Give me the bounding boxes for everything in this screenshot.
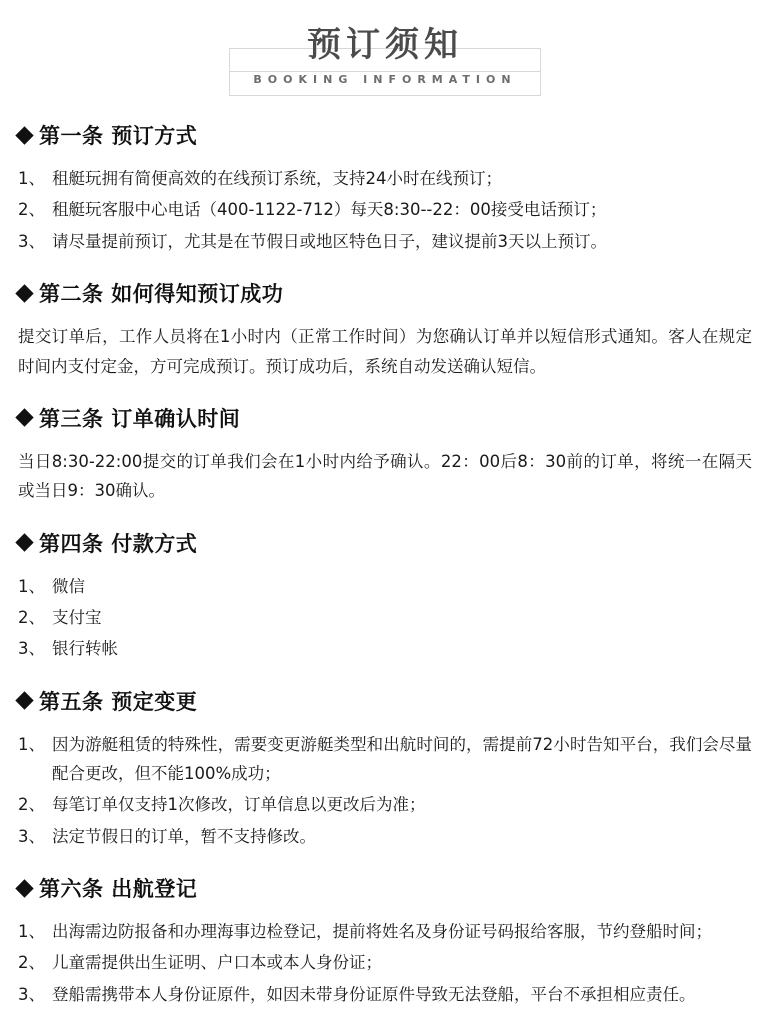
section-heading <box>18 120 752 150</box>
list-item-text: 租艇玩客服中心电话（400-1122-712）每天8:30--22：00接受电话预订； <box>52 200 607 220</box>
header-decorative-line <box>229 71 540 72</box>
section-list <box>18 730 752 851</box>
section <box>14 873 756 1009</box>
list-item <box>18 634 752 663</box>
list-item-text: 出海需边防报备和办理海事边检登记，提前将姓名及身份证号码报给客服，节约登船时间； <box>52 922 712 942</box>
section-heading-text: 第三条 订单确认时间 <box>39 406 241 431</box>
list-item <box>18 603 752 632</box>
list-item-number: 2、 <box>18 953 45 973</box>
list-item-text: 法定节假日的订单，暂不支持修改。 <box>52 826 316 846</box>
section-heading <box>18 528 752 558</box>
section-heading-text: 第一条 预订方式 <box>39 124 198 149</box>
list-item <box>18 572 752 601</box>
list-item <box>18 227 752 256</box>
section-list <box>18 572 752 664</box>
list-item <box>18 917 752 946</box>
list-item-text: 每笔订单仅支持1次修改，订单信息以更改后为准； <box>52 795 426 815</box>
page-subtitle: BOOKING INFORMATION <box>243 73 526 86</box>
page-header <box>14 18 756 98</box>
section-heading <box>18 278 752 308</box>
section-paragraph: 提交订单后，工作人员将在1小时内（正常工作时间）为您确认订单并以短信形式通知。客人在规定时间内支付定金，方可完成预订。预订成功后，系统自动发送确认短信。 <box>18 327 752 376</box>
list-item <box>18 980 752 1009</box>
section-heading-text: 第四条 付款方式 <box>39 531 198 556</box>
section-heading-text: 第六条 出航登记 <box>39 877 198 902</box>
section-paragraph: 当日8:30-22:00提交的订单我们会在1小时内给予确认。22：00后8：30前的订单，将统一在隔天或当日9：30确认。 <box>18 451 752 501</box>
list-item-text: 微信 <box>52 576 85 596</box>
list-item <box>18 195 752 224</box>
section-heading <box>18 873 752 903</box>
section <box>14 528 756 664</box>
list-item-text: 因为游艇租赁的特殊性，需要变更游艇类型和出航时间的，需提前72小时告知平台，我们会尽量配合更改，但不能100%成功； <box>52 734 752 784</box>
header-inner <box>229 26 540 88</box>
section-list <box>18 164 752 256</box>
diamond-icon <box>15 533 33 551</box>
sections-container <box>14 120 756 1009</box>
section-list <box>18 917 752 1009</box>
list-item-number: 1、 <box>18 576 45 596</box>
list-item-text: 儿童需提供出生证明、户口本或本人身份证； <box>52 953 382 973</box>
diamond-icon <box>15 126 33 144</box>
section <box>14 403 756 506</box>
list-item-text: 支付宝 <box>52 607 102 627</box>
list-item-number: 3、 <box>18 639 45 659</box>
section-heading <box>18 686 752 716</box>
list-item <box>18 730 752 789</box>
list-item-number: 1、 <box>18 734 45 754</box>
list-item <box>18 164 752 193</box>
section <box>14 686 756 851</box>
list-item-text: 请尽量提前预订，尤其是在节假日或地区特色日子，建议提前3天以上预订。 <box>52 231 607 251</box>
diamond-icon <box>15 409 33 427</box>
list-item-number: 2、 <box>18 200 45 220</box>
section-heading <box>18 403 752 433</box>
section <box>14 120 756 256</box>
list-item-text: 登船需携带本人身份证原件，如因未带身份证原件导致无法登船，平台不承担相应责任。 <box>52 984 696 1004</box>
list-item <box>18 822 752 851</box>
diamond-icon <box>15 284 33 302</box>
list-item-number: 2、 <box>18 795 45 815</box>
list-item-text: 租艇玩拥有简便高效的在线预订系统，支持24小时在线预订； <box>52 169 502 189</box>
list-item-number: 3、 <box>18 231 45 251</box>
list-item-number: 3、 <box>18 984 45 1004</box>
section <box>14 278 756 381</box>
diamond-icon <box>15 691 33 709</box>
list-item-text: 银行转帐 <box>52 639 118 659</box>
page-title: 预订须知 <box>306 25 463 65</box>
list-item <box>18 790 752 819</box>
list-item-number: 1、 <box>18 922 45 942</box>
section-heading-text: 第五条 预定变更 <box>39 689 198 714</box>
list-item-number: 3、 <box>18 826 45 846</box>
diamond-icon <box>15 879 33 897</box>
list-item <box>18 948 752 977</box>
list-item-number: 1、 <box>18 169 45 189</box>
list-item-number: 2、 <box>18 607 45 627</box>
section-heading-text: 第二条 如何得知预订成功 <box>39 282 284 307</box>
